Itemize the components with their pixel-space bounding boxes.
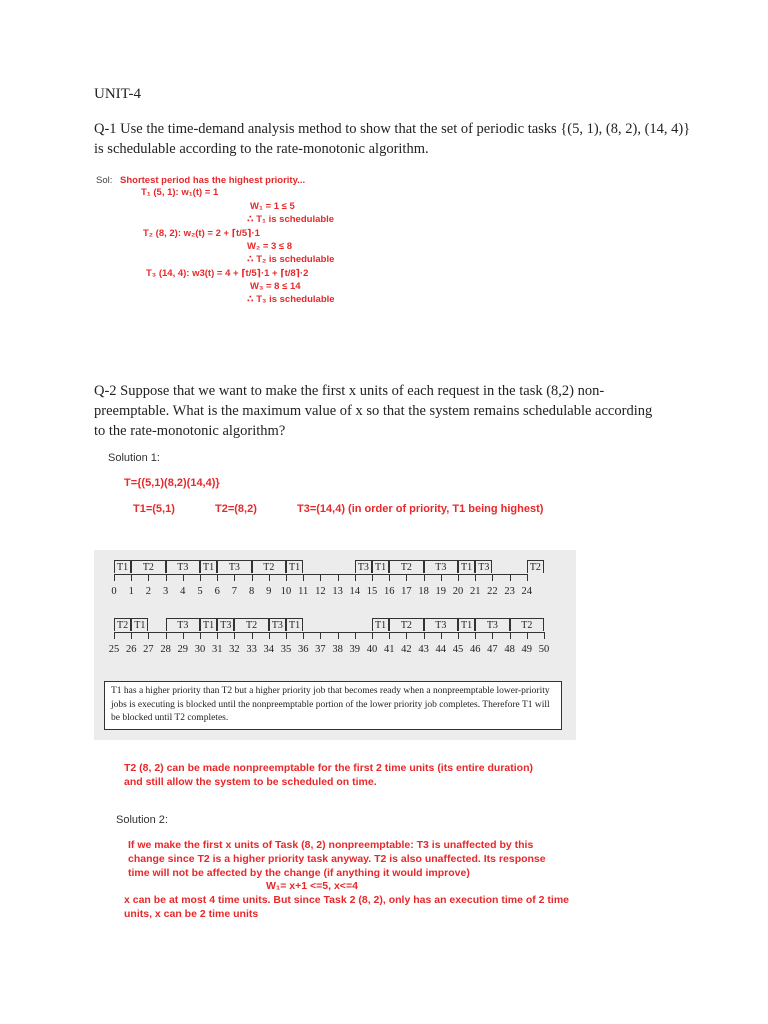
- time-label: 47: [487, 644, 498, 655]
- time-label: 42: [401, 644, 412, 655]
- time-label: 11: [298, 586, 309, 597]
- time-tick: [131, 632, 132, 639]
- time-tick: [200, 574, 201, 581]
- time-label: 43: [418, 644, 429, 655]
- time-tick: [338, 632, 339, 639]
- time-label: 28: [160, 644, 171, 655]
- schedule-slot-t3: T3: [166, 618, 200, 631]
- time-label: 29: [177, 644, 189, 655]
- time-tick: [148, 574, 149, 581]
- schedule-slot-t1: T1: [458, 560, 475, 573]
- solution2-paragraph-1: If we make the first x units of Task (8, 2) nonpreemptable: T3 is unaffected by this change since T2 is a higher priority task anyway. T2 is also unaffected. Its response time will not be affected by the change (if anything it would improve): [128, 839, 546, 879]
- time-tick: [252, 574, 253, 581]
- time-label: 0: [111, 586, 117, 597]
- time-label: 36: [297, 644, 309, 655]
- time-tick: [320, 632, 321, 639]
- t3-w: W₃ = 8 ≤ 14: [250, 281, 301, 292]
- schedule-slot-idle: [492, 560, 526, 573]
- t2-w: W₂ = 3 ≤ 8: [247, 241, 293, 252]
- time-tick: [183, 574, 184, 581]
- time-tick: [424, 574, 425, 581]
- time-label: 8: [248, 586, 255, 597]
- time-tick: [166, 574, 167, 581]
- schedule-slot-t3: T3: [424, 560, 458, 573]
- schedule-slot-t2: T2: [234, 618, 268, 631]
- schedule-slot-t1: T1: [458, 618, 475, 631]
- time-tick: [406, 574, 407, 581]
- schedule-slot-t2: T2: [252, 560, 286, 573]
- time-tick: [148, 632, 149, 639]
- time-label: 15: [366, 586, 378, 597]
- time-tick: [286, 632, 287, 639]
- time-tick: [234, 632, 235, 639]
- time-tick: [166, 632, 167, 639]
- time-label: 49: [521, 644, 533, 655]
- task-t1: T1=(5,1): [133, 503, 175, 515]
- time-tick: [510, 632, 511, 639]
- schedule-slot-idle: [148, 618, 165, 631]
- time-label: 4: [180, 586, 186, 597]
- solution2-paragraph-2: x can be at most 4 time units. But since Task 2 (8, 2), only has an execution time of 2 time units, x can be 2 time units: [124, 894, 570, 920]
- time-label: 44: [435, 644, 447, 655]
- time-tick: [114, 574, 115, 581]
- time-label: 5: [197, 586, 203, 597]
- schedule-slot-t3: T3: [269, 618, 286, 631]
- time-label: 10: [280, 586, 292, 597]
- time-label: 22: [487, 586, 498, 597]
- time-label: 50: [538, 644, 550, 655]
- time-tick: [269, 574, 270, 581]
- time-tick: [527, 632, 528, 639]
- time-tick: [217, 632, 218, 639]
- time-label: 16: [383, 586, 395, 597]
- time-tick: [492, 632, 493, 639]
- t2-line: T₂ (8, 2): w₂(t) = 2 + ⌈t/5⌉·1: [143, 228, 260, 239]
- solution1-label: Solution 1:: [108, 452, 160, 464]
- schedule-slot-t2: T2: [131, 560, 165, 573]
- time-label: 33: [246, 644, 257, 655]
- time-tick: [200, 632, 201, 639]
- time-tick: [544, 632, 545, 639]
- time-label: 26: [125, 644, 137, 655]
- time-label: 24: [521, 586, 533, 597]
- schedule-slot-idle: [303, 560, 355, 573]
- time-label: 31: [211, 644, 223, 655]
- t3-result: ∴ T₃ is schedulable: [247, 294, 335, 305]
- t1-result: ∴ T₁ is schedulable: [247, 214, 335, 225]
- time-label: 19: [435, 586, 447, 597]
- schedule-slot-t2: T2: [114, 618, 131, 631]
- time-label: 39: [349, 644, 361, 655]
- time-label: 21: [469, 586, 481, 597]
- schedule-slot-t3: T3: [355, 560, 372, 573]
- time-label: 18: [418, 586, 429, 597]
- time-label: 25: [108, 644, 120, 655]
- schedule-slot-idle: [303, 618, 372, 631]
- time-label: 14: [349, 586, 361, 597]
- t2-result: ∴ T₂ is schedulable: [247, 254, 335, 265]
- time-tick: [286, 574, 287, 581]
- time-tick: [131, 574, 132, 581]
- solution2-equation: W₁= x+1 <=5, x<=4: [266, 880, 358, 892]
- time-label: 32: [229, 644, 240, 655]
- t3-line: T₃ (14, 4): w3(t) = 4 + ⌈t/5⌉·1 + ⌈t/8⌉·2: [146, 268, 309, 279]
- time-tick: [406, 632, 407, 639]
- schedule-slot-t1: T1: [200, 618, 217, 631]
- time-tick: [389, 574, 390, 581]
- unit-heading: UNIT-4: [94, 86, 141, 102]
- time-label: 20: [452, 586, 464, 597]
- time-tick: [441, 574, 442, 581]
- time-tick: [372, 632, 373, 639]
- schedule-slot-t3: T3: [166, 560, 200, 573]
- time-label: 34: [263, 644, 275, 655]
- time-tick: [372, 574, 373, 581]
- schedule-slot-t1: T1: [372, 618, 389, 631]
- schedule-slot-t1: T1: [114, 560, 131, 573]
- time-label: 35: [280, 644, 292, 655]
- time-label: 6: [214, 586, 220, 597]
- time-label: 40: [366, 644, 378, 655]
- time-tick: [252, 632, 253, 639]
- schedule-slot-t2: T2: [527, 560, 544, 573]
- schedule-slot-t1: T1: [200, 560, 217, 573]
- time-tick: [475, 632, 476, 639]
- schedule-slot-t3: T3: [424, 618, 458, 631]
- time-label: 37: [315, 644, 326, 655]
- time-axis: [114, 632, 544, 633]
- blocking-note: T1 has a higher priority than T2 but a higher priority job that becomes ready when a nonpreemptable lower-priority jobs is executing is blocked until the nonpreemptable portion of the lower priority job completes. Therefore T1 will be blocked until T2 completes.: [104, 681, 562, 730]
- time-tick: [475, 574, 476, 581]
- time-label: 1: [128, 586, 134, 597]
- task-t3: T3=(14,4) (in order of priority, T1 being highest): [297, 503, 544, 515]
- time-label: 2: [145, 586, 152, 597]
- time-label: 23: [504, 586, 515, 597]
- schedule-slot-t1: T1: [286, 560, 303, 573]
- time-label: 7: [231, 586, 238, 597]
- time-tick: [234, 574, 235, 581]
- time-tick: [492, 574, 493, 581]
- time-tick: [303, 574, 304, 581]
- schedule-slot-t2: T2: [510, 618, 544, 631]
- sol-heading: Shortest period has the highest priority...: [120, 175, 306, 186]
- time-tick: [303, 632, 304, 639]
- time-tick: [441, 632, 442, 639]
- time-tick: [510, 574, 511, 581]
- time-label: 13: [332, 586, 343, 597]
- time-label: 30: [194, 644, 206, 655]
- time-label: 46: [469, 644, 481, 655]
- schedule-slot-t1: T1: [372, 560, 389, 573]
- schedule-slot-t2: T2: [389, 560, 423, 573]
- schedule-diagram: [94, 550, 576, 740]
- schedule-slot-t3: T3: [217, 618, 234, 631]
- time-tick: [320, 574, 321, 581]
- t1-line: T₁ (5, 1): w₁(t) = 1: [141, 187, 219, 198]
- time-label: 41: [383, 644, 395, 655]
- time-tick: [458, 574, 459, 581]
- solution2-label: Solution 2:: [116, 814, 168, 826]
- time-tick: [355, 574, 356, 581]
- time-label: 9: [266, 586, 272, 597]
- question-2: Q-2 Suppose that we want to make the first x units of each request in the task (8,2) non-preemptable. What is the maximum value of x so that the system remains schedulable according to the rate-monotonic algorithm?: [94, 383, 653, 439]
- time-tick: [269, 632, 270, 639]
- schedule-slot-t1: T1: [286, 618, 303, 631]
- schedule-slot-t3: T3: [217, 560, 251, 573]
- time-tick: [355, 632, 356, 639]
- time-label: 12: [315, 586, 326, 597]
- schedule-slot-t1: T1: [131, 618, 148, 631]
- schedule-slot-t3: T3: [475, 560, 492, 573]
- time-label: 45: [452, 644, 464, 655]
- time-tick: [114, 632, 115, 639]
- time-tick: [458, 632, 459, 639]
- task-set: T={(5,1)(8,2)(14,4)}: [124, 477, 220, 489]
- solution1-conclusion: T2 (8, 2) can be made nonpreemptable for the first 2 time units (its entire duration) and still allow the system to be scheduled on time.: [124, 762, 533, 788]
- time-tick: [217, 574, 218, 581]
- time-label: 3: [162, 586, 169, 597]
- schedule-slot-t2: T2: [389, 618, 423, 631]
- time-label: 17: [401, 586, 412, 597]
- question-1: Q-1 Use the time-demand analysis method to show that the set of periodic tasks {(5, 1), (8, 2), (14, 4)} is schedulable according to the rate-monotonic algorithm.: [94, 121, 691, 157]
- time-tick: [527, 574, 528, 581]
- time-tick: [389, 632, 390, 639]
- time-tick: [183, 632, 184, 639]
- task-t2: T2=(8,2): [215, 503, 257, 515]
- time-tick: [338, 574, 339, 581]
- time-tick: [424, 632, 425, 639]
- schedule-slot-t3: T3: [475, 618, 509, 631]
- time-label: 27: [143, 644, 154, 655]
- time-label: 48: [504, 644, 515, 655]
- t1-w: W₁ = 1 ≤ 5: [250, 201, 295, 212]
- time-label: 38: [332, 644, 343, 655]
- sol-label: Sol:: [96, 175, 113, 186]
